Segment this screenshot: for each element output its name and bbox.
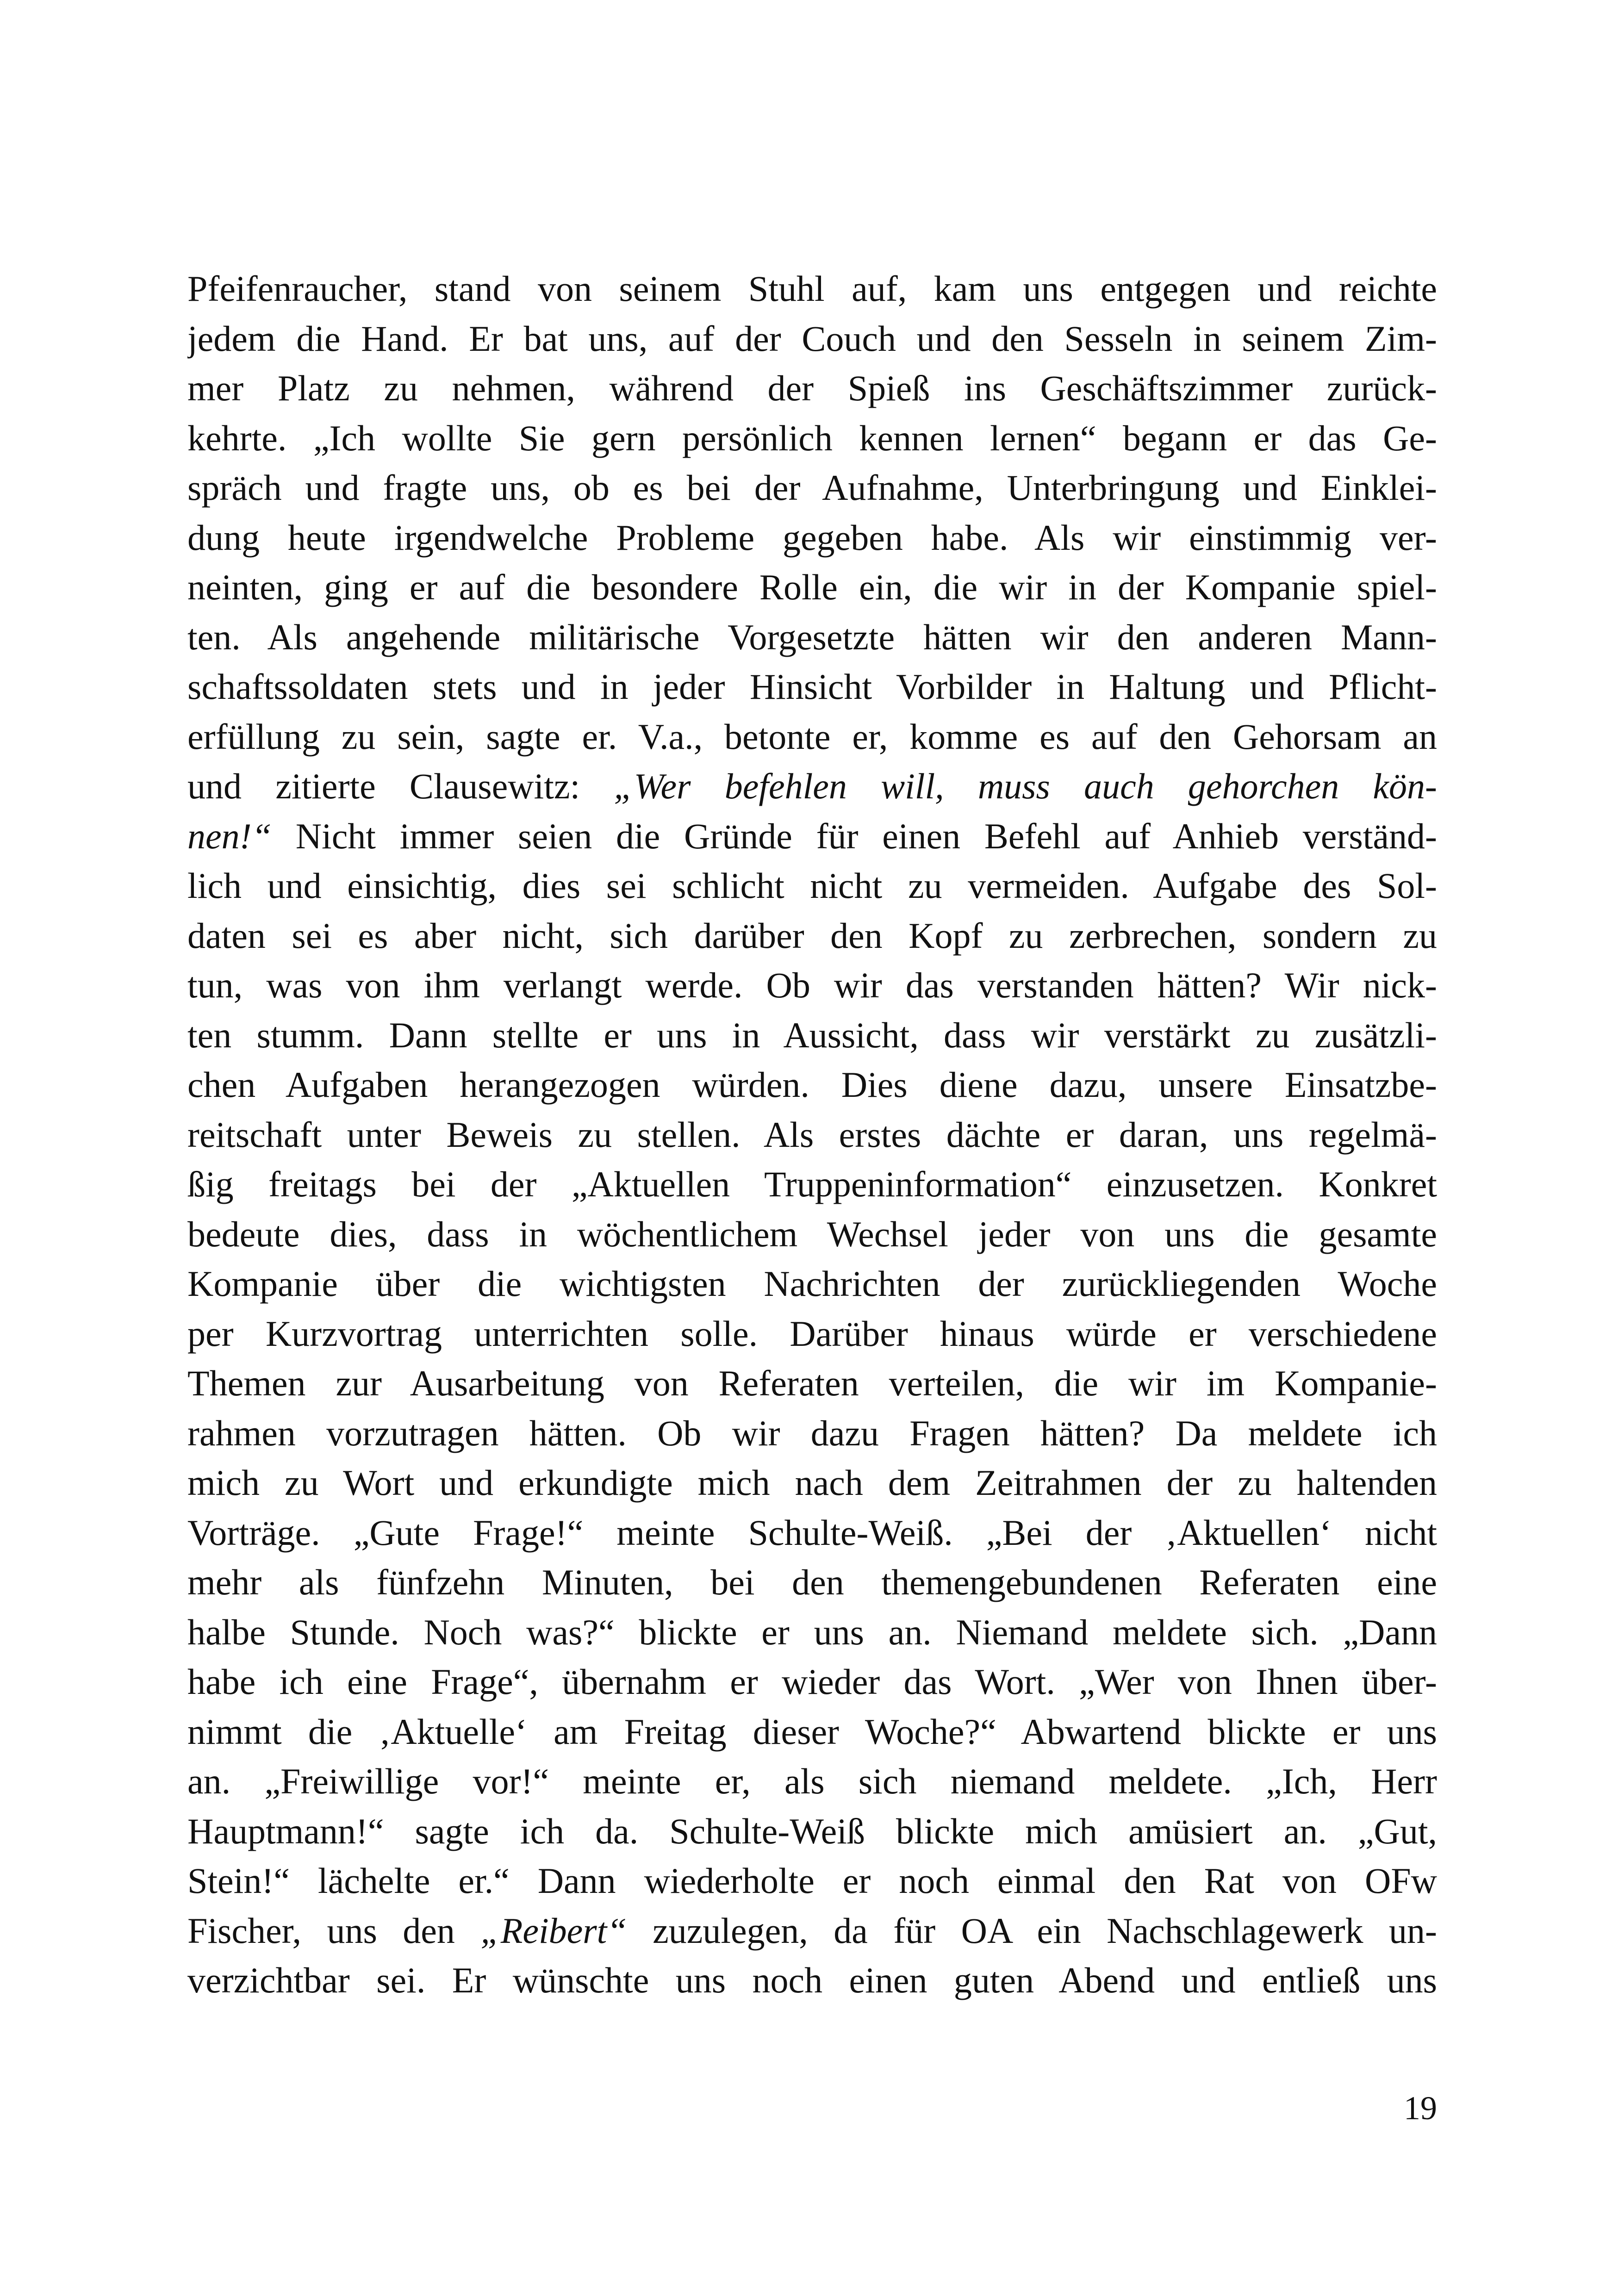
- text-line: mehr als fünfzehn Minuten, bei den themengebundenen Referaten eine: [187, 1562, 1437, 1602]
- italic-quote: „Reibert“: [480, 1910, 627, 1951]
- text-line: chen Aufgaben herangezogen würden. Dies diene dazu, unsere Einsatzbe-: [187, 1064, 1437, 1105]
- text-line: jedem die Hand. Er bat uns, auf der Couch und den Sesseln in seinem Zim-: [187, 318, 1437, 359]
- text-line: Themen zur Ausarbeitung von Referaten verteilen, die wir im Kompanie-: [187, 1363, 1437, 1403]
- text-line: verzichtbar sei. Er wünschte uns noch einen guten Abend und entließ uns: [187, 1960, 1437, 2000]
- text-line: lich und einsichtig, dies sei schlicht nicht zu vermeiden. Aufgabe des Sol-: [187, 865, 1437, 906]
- text-line: Hauptmann!“ sagte ich da. Schulte-Weiß blickte mich amüsiert an. „Gut,: [187, 1811, 1437, 1851]
- text-line: schaftssoldaten stets und in jeder Hinsicht Vorbilder in Haltung und Pflicht-: [187, 666, 1437, 707]
- text-line: ten stumm. Dann stellte er uns in Aussicht, dass wir verstärkt zu zusätzli-: [187, 1014, 1437, 1055]
- page-number: 19: [1404, 2090, 1437, 2127]
- text-segment: Nicht immer seien die Gründe für einen Befehl auf Anhieb verständ-: [271, 815, 1437, 856]
- text-segment: und zitierte Clausewitz:: [187, 766, 614, 806]
- text-line: per Kurzvortrag unterrichten solle. Darüber hinaus würde er verschiedene: [187, 1313, 1437, 1354]
- text-segment: Fischer, uns den: [187, 1910, 481, 1951]
- italic-quote: „Wer befehlen will, muss auch gehorchen kön-: [614, 766, 1437, 806]
- text-line: rahmen vorzutragen hätten. Ob wir dazu Fragen hätten? Da meldete ich: [187, 1412, 1437, 1453]
- text-line: neinten, ging er auf die besondere Rolle ein, die wir in der Kompanie spiel-: [187, 567, 1437, 607]
- text-line: ßig freitags bei der „Aktuellen Truppeninformation“ einzusetzen. Konkret: [187, 1164, 1437, 1204]
- text-line: mer Platz zu nehmen, während der Spieß ins Geschäftszimmer zurück-: [187, 368, 1437, 408]
- text-line: halbe Stunde. Noch was?“ blickte er uns an. Niemand meldete sich. „Dann: [187, 1612, 1437, 1652]
- text-line: an. „Freiwillige vor!“ meinte er, als sich niemand meldete. „Ich, Herr: [187, 1761, 1437, 1801]
- text-line: [187, 811, 1437, 861]
- text-line: Vorträge. „Gute Frage!“ meinte Schulte-Weiß. „Bei der ‚Aktuellen‘ nicht: [187, 1512, 1437, 1553]
- italic-quote: nen!“: [187, 815, 272, 856]
- text-line: tun, was von ihm verlangt werde. Ob wir das verstanden hätten? Wir nick-: [187, 965, 1437, 1005]
- text-line: nimmt die ‚Aktuelle‘ am Freitag dieser Woche?“ Abwartend blickte er uns: [187, 1711, 1437, 1752]
- text-line: [187, 1906, 1437, 1956]
- text-line: Kompanie über die wichtigsten Nachrichten der zurückliegenden Woche: [187, 1263, 1437, 1304]
- text-line: habe ich eine Frage“, übernahm er wieder das Wort. „Wer von Ihnen über-: [187, 1661, 1437, 1702]
- text-line: Stein!“ lächelte er.“ Dann wiederholte er noch einmal den Rat von OFw: [187, 1860, 1437, 1901]
- text-line: erfüllung zu sein, sagte er. V.a., betonte er, komme es auf den Gehorsam an: [187, 716, 1437, 757]
- text-line: [187, 761, 1437, 811]
- text-line: kehrte. „Ich wollte Sie gern persönlich kennen lernen“ begann er das Ge-: [187, 417, 1437, 458]
- text-line: reitschaft unter Beweis zu stellen. Als erstes dächte er daran, uns regelmä-: [187, 1114, 1437, 1155]
- text-line: ten. Als angehende militärische Vorgesetzte hätten wir den anderen Mann-: [187, 616, 1437, 657]
- text-line: dung heute irgendwelche Probleme gegeben habe. Als wir einstimmig ver-: [187, 517, 1437, 558]
- text-line: spräch und fragte uns, ob es bei der Aufnahme, Unterbringung und Einklei-: [187, 467, 1437, 508]
- text-line: mich zu Wort und erkundigte mich nach dem Zeitrahmen der zu haltenden: [187, 1462, 1437, 1503]
- text-line: daten sei es aber nicht, sich darüber den Kopf zu zerbrechen, sondern zu: [187, 915, 1437, 956]
- text-line: bedeute dies, dass in wöchentlichem Wechsel jeder von uns die gesamte: [187, 1213, 1437, 1254]
- text-line: Pfeifenraucher, stand von seinem Stuhl auf, kam uns entgegen und reichte: [187, 268, 1437, 309]
- text-segment: zuzulegen, da für OA ein Nachschlagewerk un-: [627, 1910, 1437, 1951]
- body-text: [187, 264, 1437, 2005]
